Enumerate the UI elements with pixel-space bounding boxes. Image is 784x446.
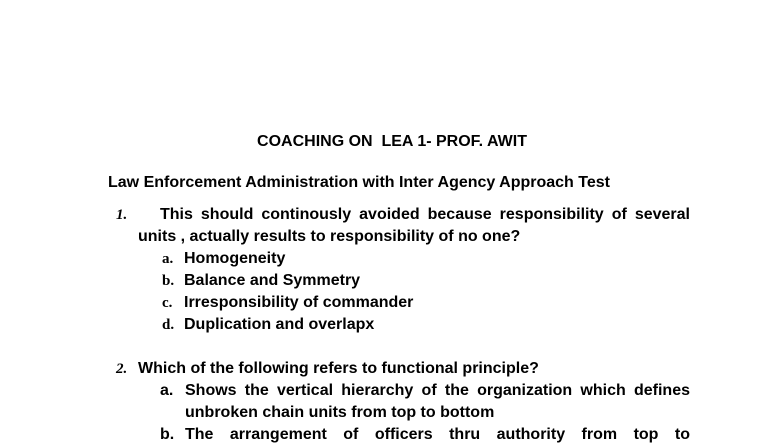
option-text: The arrangement of officers thru authority from top to — [185, 426, 690, 443]
option-text: Balance and Symmetry — [184, 272, 361, 289]
option-text: Homogeneity — [184, 250, 286, 267]
document-subtitle: Law Enforcement Administration with Inter Agency Approach Test — [108, 174, 610, 191]
option-letter: b. — [162, 273, 175, 289]
option-c — [162, 292, 692, 314]
question-text: This should continously avoided because responsibility of several units , actually results to responsibility of no one? — [138, 206, 690, 245]
option-letter: b. — [160, 426, 175, 443]
option-letter: a. — [162, 251, 174, 267]
option-letter: a. — [160, 382, 174, 399]
option-letter: c. — [162, 295, 173, 311]
option-text: Shows the vertical hierarchy of the organization which defines unbroken chain units from top to bottom — [185, 382, 690, 421]
option-letter: d. — [162, 317, 175, 333]
question-number: 2. — [116, 361, 128, 377]
document-title: COACHING ON LEA 1- PROF. AWIT — [257, 133, 527, 150]
option-text: Irresponsibility of commander — [184, 294, 414, 311]
question-text: Which of the following refers to functional principle? — [138, 360, 539, 377]
option-d — [162, 314, 692, 336]
option-a — [162, 248, 692, 270]
option-text: Duplication and overlapx — [184, 316, 375, 333]
option-b — [160, 424, 690, 446]
option-a — [160, 380, 690, 424]
question-number: 1. — [116, 207, 128, 223]
option-b — [162, 270, 692, 292]
